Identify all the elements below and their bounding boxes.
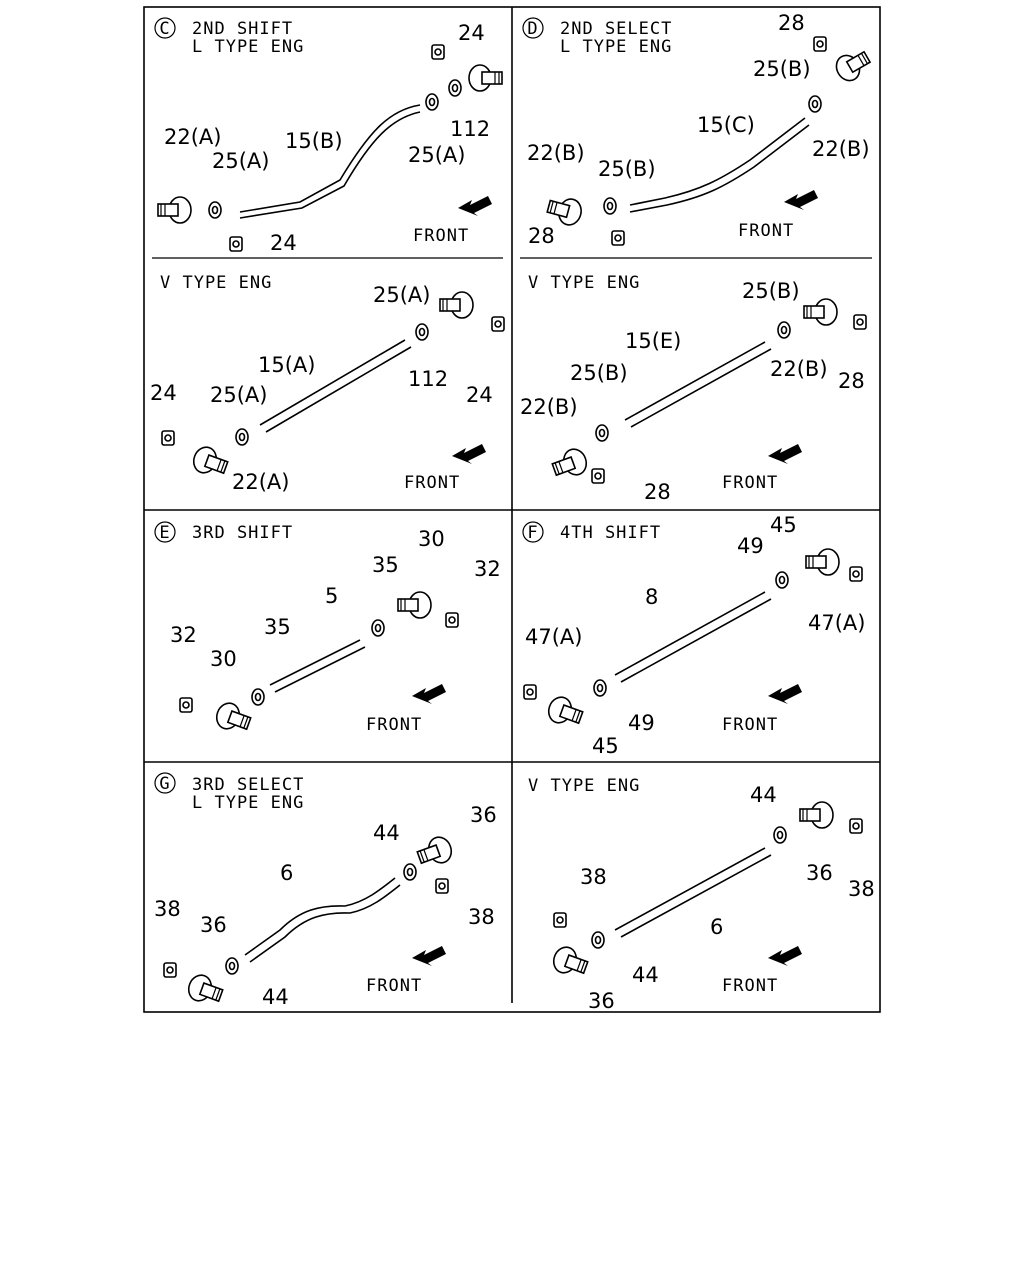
rod-end-36-left [185, 972, 225, 1008]
washer-25a-left [209, 202, 221, 218]
washer-25b-v-right [778, 322, 790, 338]
label-cv-3: 24 [466, 383, 493, 407]
rod-5-edge [275, 647, 365, 692]
label-d-3: 15(C) [697, 113, 755, 137]
label-d-5: 25(B) [598, 157, 656, 181]
label-g-5: 36 [200, 913, 227, 937]
label-f-4: 47(A) [525, 625, 583, 649]
title-cv: V TYPE ENG [160, 273, 273, 293]
label-g-6: 44 [262, 985, 289, 1009]
rod-15e [625, 342, 765, 420]
label-c-1: 112 [450, 117, 491, 141]
rod-end-30-right [398, 592, 431, 618]
label-g-3: 38 [468, 905, 495, 929]
front-arrow-icon-f [768, 684, 802, 704]
label-c-5: 25(A) [212, 149, 270, 173]
label-g-2: 6 [280, 861, 294, 885]
nut-32-right [446, 613, 458, 627]
nut-28-bottom [612, 231, 624, 245]
front-label-e: FRONT [366, 715, 423, 735]
nut-28-v-right [854, 315, 866, 329]
front-arrow-icon-cv [452, 444, 486, 464]
front-arrow-icon-c [458, 196, 492, 216]
letter-f: F [527, 523, 539, 543]
rod-end-30-left [213, 700, 253, 736]
washer-25b-left [604, 198, 616, 214]
panel-c-v-type [150, 273, 504, 494]
rod-end-45-left [545, 694, 585, 730]
nut-28-top [814, 37, 826, 51]
label-g-1: 44 [373, 821, 400, 845]
rod-end-36-right [415, 834, 455, 870]
front-label-g: FRONT [366, 976, 423, 996]
label-cv-1: 15(A) [258, 353, 316, 377]
title-g-line2: L TYPE ENG [192, 793, 305, 813]
label-f-1: 49 [737, 534, 764, 558]
label-e-2: 35 [372, 553, 399, 577]
rod-end-45-right [806, 549, 839, 575]
rod-end-112-v [440, 292, 473, 318]
washer-35-right [372, 620, 384, 636]
rod-6-v [615, 848, 765, 930]
label-dv-0: 25(B) [742, 279, 800, 303]
label-g-4: 38 [154, 897, 181, 921]
washer-25a-right [426, 94, 438, 110]
title-d-line2: L TYPE ENG [560, 37, 673, 57]
nut-24-v-right [492, 317, 504, 331]
title-dv: V TYPE ENG [528, 273, 641, 293]
label-f-0: 45 [770, 513, 797, 537]
washer-25b-right [809, 96, 821, 112]
label-g-0: 36 [470, 803, 497, 827]
label-f-3: 47(A) [808, 611, 866, 635]
label-d-1: 25(B) [753, 57, 811, 81]
letter-g: G [159, 774, 171, 794]
nut-38-v-right [850, 819, 862, 833]
washer-44-v-right [774, 827, 786, 843]
washer-44-left [226, 958, 238, 974]
nut-38-v-left [554, 913, 566, 927]
front-label-c: FRONT [413, 226, 470, 246]
label-gv-6: 36 [588, 989, 615, 1013]
label-e-6: 30 [210, 647, 237, 671]
label-f-2: 8 [645, 585, 659, 609]
washer-35-left [252, 689, 264, 705]
panel-g-3rd-select-l-type [154, 773, 497, 1009]
label-d-0: 28 [778, 11, 805, 35]
label-c-2: 15(B) [285, 129, 343, 153]
nut-24-top [432, 45, 444, 59]
label-dv-6: 28 [644, 480, 671, 504]
label-d-6: 28 [528, 224, 555, 248]
panel-f-4th-shift [523, 513, 865, 758]
title-gv: V TYPE ENG [528, 776, 641, 796]
label-dv-5: 22(B) [520, 395, 578, 419]
label-e-3: 5 [325, 584, 339, 608]
rod-end-36-v-left [550, 944, 590, 980]
front-label-d: FRONT [738, 221, 795, 241]
panel-c-2nd-shift-l-type [155, 18, 502, 255]
rod-8 [615, 592, 765, 675]
rod-5 [270, 640, 360, 685]
front-arrow-icon-d [784, 190, 818, 210]
label-cv-2: 112 [408, 367, 449, 391]
washer-25b-v-left [596, 425, 608, 441]
nut-38-right [436, 879, 448, 893]
title-g-line1: 3RD SELECT [192, 775, 305, 795]
rod-end-22b-v-right [804, 299, 837, 325]
nut-47a-right [850, 567, 862, 581]
panel-g-v-type [528, 776, 875, 1013]
label-cv-6: 22(A) [232, 470, 290, 494]
letter-d: D [527, 19, 539, 39]
label-cv-5: 25(A) [210, 383, 268, 407]
label-c-4: 22(A) [164, 125, 222, 149]
front-arrow-icon-gv [768, 946, 802, 966]
label-gv-1: 36 [806, 861, 833, 885]
label-e-0: 30 [418, 527, 445, 551]
rod-8-edge [621, 599, 771, 682]
label-gv-2: 38 [848, 877, 875, 901]
panel-e-3rd-shift [155, 522, 501, 736]
rod-end-22b-left [545, 194, 584, 228]
nut-38-left [164, 963, 176, 977]
nut-32-left [180, 698, 192, 712]
label-gv-4: 6 [710, 915, 724, 939]
washer-25a-v-right [416, 324, 428, 340]
nut-24-bottom [230, 237, 242, 251]
label-e-4: 35 [264, 615, 291, 639]
label-dv-1: 15(E) [625, 329, 682, 353]
rod-end-112 [469, 65, 502, 91]
label-dv-4: 25(B) [570, 361, 628, 385]
title-c-line2: L TYPE ENG [192, 37, 305, 57]
label-cv-0: 25(A) [373, 283, 431, 307]
label-f-6: 45 [592, 734, 619, 758]
washer-49-right [776, 572, 788, 588]
label-e-5: 32 [170, 623, 197, 647]
rod-end-22b-right [832, 46, 874, 85]
label-c-0: 24 [458, 21, 485, 45]
front-arrow-icon-e [412, 684, 446, 704]
rod-15e-edge [631, 349, 771, 427]
front-label-f: FRONT [722, 715, 779, 735]
front-arrow-icon-dv [768, 444, 802, 464]
letter-c: C [159, 19, 171, 39]
front-arrow-icon-g [412, 946, 446, 966]
rod-6-l-edge [250, 885, 400, 962]
label-e-1: 32 [474, 557, 501, 581]
label-gv-3: 38 [580, 865, 607, 889]
title-e: 3RD SHIFT [192, 523, 294, 543]
panel-d-v-type [520, 273, 866, 504]
title-d-line1: 2ND SELECT [560, 19, 673, 39]
nut-47a-left [524, 685, 536, 699]
label-dv-2: 22(B) [770, 357, 828, 381]
label-dv-3: 28 [838, 369, 865, 393]
rod-6-v-edge [621, 855, 771, 937]
washer-49-left [594, 680, 606, 696]
label-gv-0: 44 [750, 783, 777, 807]
label-d-2: 22(B) [812, 137, 870, 161]
label-gv-5: 44 [632, 963, 659, 987]
rod-end-22a-v [190, 444, 230, 480]
panel-d-2nd-select-l-type [523, 11, 874, 248]
rod-end-22a [158, 197, 191, 223]
title-f: 4TH SHIFT [560, 523, 662, 543]
label-f-5: 49 [628, 711, 655, 735]
washer-44-right [404, 864, 416, 880]
front-label-cv: FRONT [404, 473, 461, 493]
label-c-3: 25(A) [408, 143, 466, 167]
rod-end-22b-v-left [550, 446, 590, 482]
label-cv-4: 24 [150, 381, 177, 405]
nut-28-v-bottom [592, 469, 604, 483]
front-label-gv: FRONT [722, 976, 779, 996]
washer-44-v-left [592, 932, 604, 948]
washer-25a-v-left [236, 429, 248, 445]
rod-end-36-v-right [800, 802, 833, 828]
front-label-dv: FRONT [722, 473, 779, 493]
title-c-line1: 2ND SHIFT [192, 19, 294, 39]
nut-24-v-left [162, 431, 174, 445]
letter-e: E [159, 523, 171, 543]
washer-112 [449, 80, 461, 96]
label-d-4: 22(B) [527, 141, 585, 165]
label-c-6: 24 [270, 231, 297, 255]
